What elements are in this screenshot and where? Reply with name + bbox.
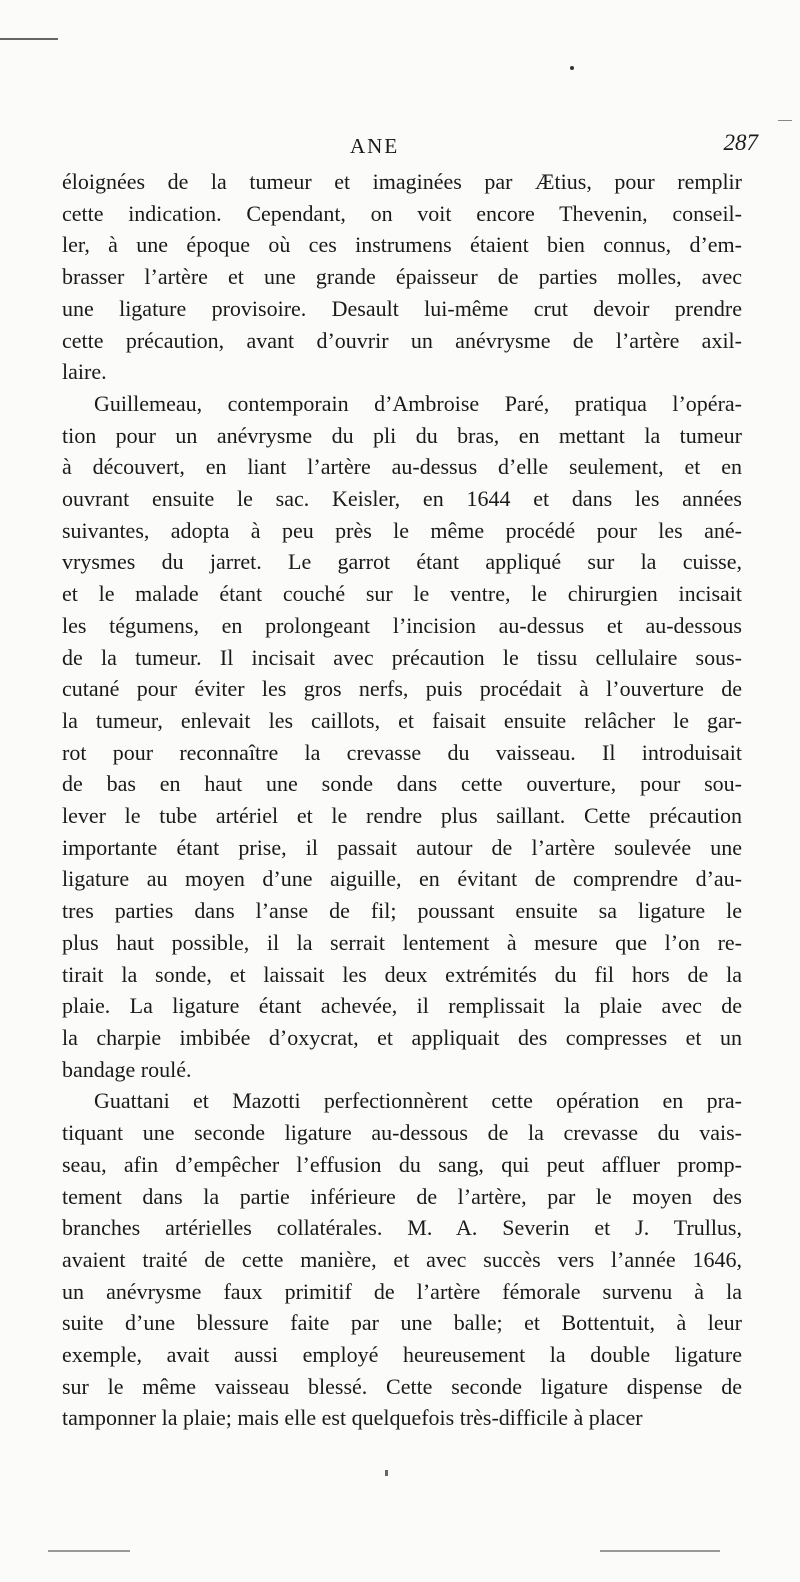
text-line: tement dans la partie inférieure de l’artère, par le moyen des bbox=[62, 1183, 742, 1209]
running-head: ANE bbox=[350, 134, 400, 158]
body-text bbox=[62, 166, 742, 1434]
text-line: les tégumens, en prolongeant l’incision au-dessus et au-dessous bbox=[62, 612, 742, 638]
text-line: branches artérielles collatérales. M. A. Severin et J. Trullus, bbox=[62, 1215, 742, 1241]
scan-mark-bottom-right bbox=[600, 1550, 720, 1552]
text-line: plus haut possible, il la serrait lentement à mesure que l’on re- bbox=[62, 929, 742, 955]
text-line: cette indication. Cependant, on voit encore Thevenin, conseil- bbox=[62, 200, 742, 226]
scan-mark-right bbox=[778, 120, 792, 121]
text-line: et le malade étant couché sur le ventre, le chirurgien incisait bbox=[62, 581, 742, 607]
text-line: importante étant prise, il passait autour de l’artère soulevée une bbox=[62, 834, 742, 860]
text-line: suite d’une blessure faite par une balle; et Bottentuit, à leur bbox=[62, 1310, 742, 1336]
text-line: de bas en haut une sonde dans cette ouverture, pour sou- bbox=[62, 771, 742, 797]
text-line: plaie. La ligature étant achevée, il remplissait la plaie avec de bbox=[62, 993, 742, 1019]
scan-speck-top bbox=[570, 66, 574, 70]
text-line: une ligature provisoire. Desault lui-même crut devoir prendre bbox=[62, 295, 742, 321]
text-line: lever le tube artériel et le rendre plus saillant. Cette précaution bbox=[62, 803, 742, 829]
scan-speck-bottom bbox=[385, 1470, 388, 1476]
text-line: la tumeur, enlevait les caillots, et faisait ensuite relâcher le gar- bbox=[62, 707, 742, 733]
text-line: seau, afin d’empêcher l’effusion du sang, qui peut affluer promp- bbox=[62, 1151, 742, 1177]
scan-mark-bottom-left bbox=[48, 1550, 130, 1552]
text-line: un anévrysme faux primitif de l’artère fémorale survenu à la bbox=[62, 1278, 742, 1304]
text-line: de la tumeur. Il incisait avec précaution le tissu cellulaire sous- bbox=[62, 644, 742, 670]
text-line: vrysmes du jarret. Le garrot étant appliqué sur la cuisse, bbox=[62, 549, 742, 575]
text-line: ouvrant ensuite le sac. Keisler, en 1644 et dans les années bbox=[62, 486, 742, 512]
scan-mark-top-left bbox=[0, 38, 58, 40]
text-line: éloignées de la tumeur et imaginées par Ætius, pour remplir bbox=[62, 169, 742, 194]
page-header bbox=[80, 130, 760, 168]
text-line: suivantes, adopta à peu près le même procédé pour les ané- bbox=[62, 517, 742, 543]
text-line: à découvert, en liant l’artère au-dessus d’elle seulement, et en bbox=[62, 454, 742, 480]
text-line: laire. bbox=[62, 359, 107, 385]
text-line: brasser l’artère et une grande épaisseur de parties molles, avec bbox=[62, 264, 742, 290]
text-line: tres parties dans l’anse de fil; poussant ensuite sa ligature le bbox=[62, 898, 742, 924]
text-line: la charpie imbibée d’oxycrat, et appliquait des compresses et un bbox=[62, 1024, 742, 1050]
text-line: tamponner la plaie; mais elle est quelquefois très-difficile à placer bbox=[62, 1405, 643, 1431]
text-line: sur le même vaisseau blessé. Cette seconde ligature dispense de bbox=[62, 1373, 742, 1399]
text-line: bandage roulé. bbox=[62, 1056, 192, 1082]
text-line: ler, à une époque où ces instrumens étaient bien connus, d’em- bbox=[62, 232, 742, 258]
text-line: tiquant une seconde ligature au-dessous de la crevasse du vais- bbox=[62, 1120, 742, 1146]
text-line: tion pour un anévrysme du pli du bras, en mettant la tumeur bbox=[62, 422, 742, 448]
text-line: tirait la sonde, et laissait les deux extrémités du fil hors de la bbox=[62, 961, 742, 987]
text-line: cutané pour éviter les gros nerfs, puis procédait à l’ouverture de bbox=[62, 676, 742, 702]
text-line: cette précaution, avant d’ouvrir un anévrysme de l’artère axil- bbox=[62, 327, 742, 353]
page-number: 287 bbox=[723, 130, 758, 155]
text-line: avaient traité de cette manière, et avec succès vers l’année 1646, bbox=[62, 1246, 742, 1272]
text-line: exemple, avait aussi employé heureusement la double ligature bbox=[62, 1342, 742, 1368]
text-line: Guillemeau, contemporain d’Ambroise Paré, pratiqua l’opéra- bbox=[94, 390, 742, 416]
text-line: ligature au moyen d’une aiguille, en évitant de comprendre d’au- bbox=[62, 866, 742, 892]
text-line: rot pour reconnaître la crevasse du vaisseau. Il introduisait bbox=[62, 739, 742, 765]
text-line: Guattani et Mazotti perfectionnèrent cette opération en pra- bbox=[94, 1088, 742, 1114]
